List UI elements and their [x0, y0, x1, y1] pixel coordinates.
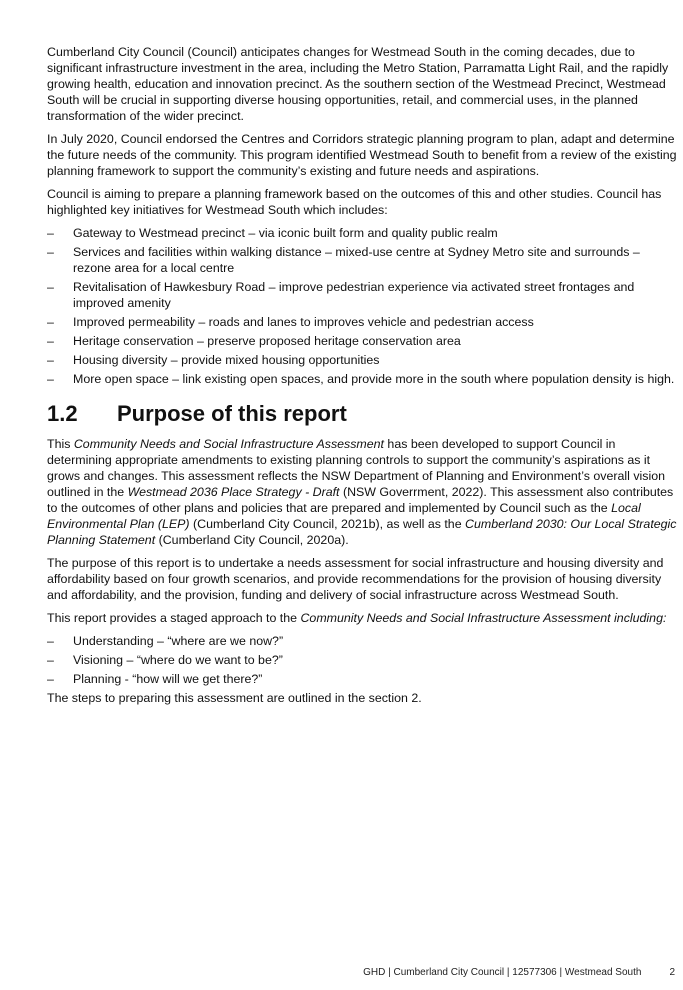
list-item [47, 279, 677, 311]
list-item [47, 314, 677, 330]
dash-bullet: – [47, 226, 54, 240]
list-item [47, 244, 677, 276]
dash-bullet: – [47, 245, 54, 259]
document-body [47, 44, 677, 713]
list-item [47, 652, 677, 668]
list-item-text: Visioning – “where do we want to be?” [73, 653, 283, 667]
purpose-paragraph-3: This report provides a staged approach to the Community Needs and Social Infrastructure Assessment including: [47, 611, 667, 625]
list-item-text: Gateway to Westmead precinct – via iconic built form and quality public realm [73, 226, 498, 240]
purpose-paragraph-2: The purpose of this report is to undertake a needs assessment for social infrastructure and housing diversity and affordability based on four growth scenarios, and provide recommendations for the provision of housing diversity and affordability, and the provision, funding and delivery of social infrastructure across Westmead South. [47, 556, 664, 602]
lep-title-italic: Local Environmental Plan (LEP) [47, 501, 641, 531]
intro-paragraph-2: In July 2020, Council endorsed the Centres and Corridors strategic planning program to plan, adapt and determine the future needs of the community. This program identified Westmead South to benefit from a review of the existing planning framework to support the community’s existing and future needs and aspirations. [47, 132, 677, 178]
strategy-title-italic: Westmead 2036 Place Strategy - Draft [127, 485, 340, 499]
list-item-text: Understanding – “where are we now?” [73, 634, 284, 648]
lsps-title-italic: Cumberland 2030: Our Local Strategic Planning Statement [47, 517, 677, 547]
dash-bullet: – [47, 280, 54, 294]
dash-bullet: – [47, 334, 54, 348]
list-item-text: Revitalisation of Hawkesbury Road – improve pedestrian experience via activated street frontages and improved amenity [73, 280, 635, 310]
list-item-text: More open space – link existing open spaces, and provide more in the south where population density is high. [73, 372, 675, 386]
section-number: 1.2 [47, 401, 78, 426]
dash-bullet: – [47, 372, 54, 386]
list-item [47, 371, 677, 387]
list-item-text: Housing diversity – provide mixed housing opportunities [73, 353, 380, 367]
section-heading [47, 401, 677, 427]
page-footer [275, 967, 675, 979]
list-item [47, 352, 677, 368]
footer-text: GHD | Cumberland City Council | 12577306 | Westmead South [363, 967, 642, 978]
assessment-title-italic: Community Needs and Social Infrastructure Assessment including: [300, 611, 667, 625]
intro-paragraph-3: Council is aiming to prepare a planning framework based on the outcomes of this and other studies. Council has highlighted key initiatives for Westmead South which includes: [47, 187, 662, 217]
list-item-text: Improved permeability – roads and lanes to improves vehicle and pedestrian access [73, 315, 534, 329]
dash-bullet: – [47, 672, 54, 686]
list-item [47, 333, 677, 349]
list-item [47, 225, 677, 241]
purpose-paragraph-4: The steps to preparing this assessment are outlined in the section 2. [47, 691, 422, 705]
list-item-text: Services and facilities within walking distance – mixed-use centre at Sydney Metro site and surrounds – rezone area for a local centre [73, 245, 640, 275]
list-item [47, 671, 677, 687]
report-title-italic: Community Needs and Social Infrastructure Assessment [73, 437, 384, 451]
page-number: 2 [669, 967, 675, 978]
dash-bullet: – [47, 634, 54, 648]
list-item-text: Planning - “how will we get there?” [73, 672, 263, 686]
section-title: Purpose of this report [117, 401, 347, 426]
list-item-text: Heritage conservation – preserve proposed heritage conservation area [73, 334, 461, 348]
stages-list [47, 633, 677, 687]
list-item [47, 633, 677, 649]
dash-bullet: – [47, 353, 54, 367]
purpose-paragraph-1: This Community Needs and Social Infrastructure Assessment has been developed to support Council in determining appropriate amendments to existing planning controls to support the community’s aspirations as it grows and changes. This assessment reflects the NSW Department of Planning and Environment’s overall vision outlined in the Westmead 2036 Place Strategy - Draft (NSW Goverrment, 2022). This assessment also contributes to the outcomes of other plans and policies that are prepared and implemented by Council such as the Local Environmental Plan (LEP) (Cumberland City Council, 2021b), as well as the Cumberland 2030: Our Local Strategic Planning Statement (Cumberland City Council, 2020a). [47, 437, 677, 547]
dash-bullet: – [47, 315, 54, 329]
initiatives-list [47, 225, 677, 387]
intro-paragraph-1: Cumberland City Council (Council) anticipates changes for Westmead South in the coming decades, due to significant infrastructure investment in the area, including the Metro Station, Parramatta Light Rail, and the rapidly growing health, education and innovation precinct. As the southern section of the Westmead Precinct, Westmead South will be crucial in supporting diverse housing opportunities, retail, and commercial uses, in the planned transformation of the wider precinct. [47, 45, 669, 123]
dash-bullet: – [47, 653, 54, 667]
